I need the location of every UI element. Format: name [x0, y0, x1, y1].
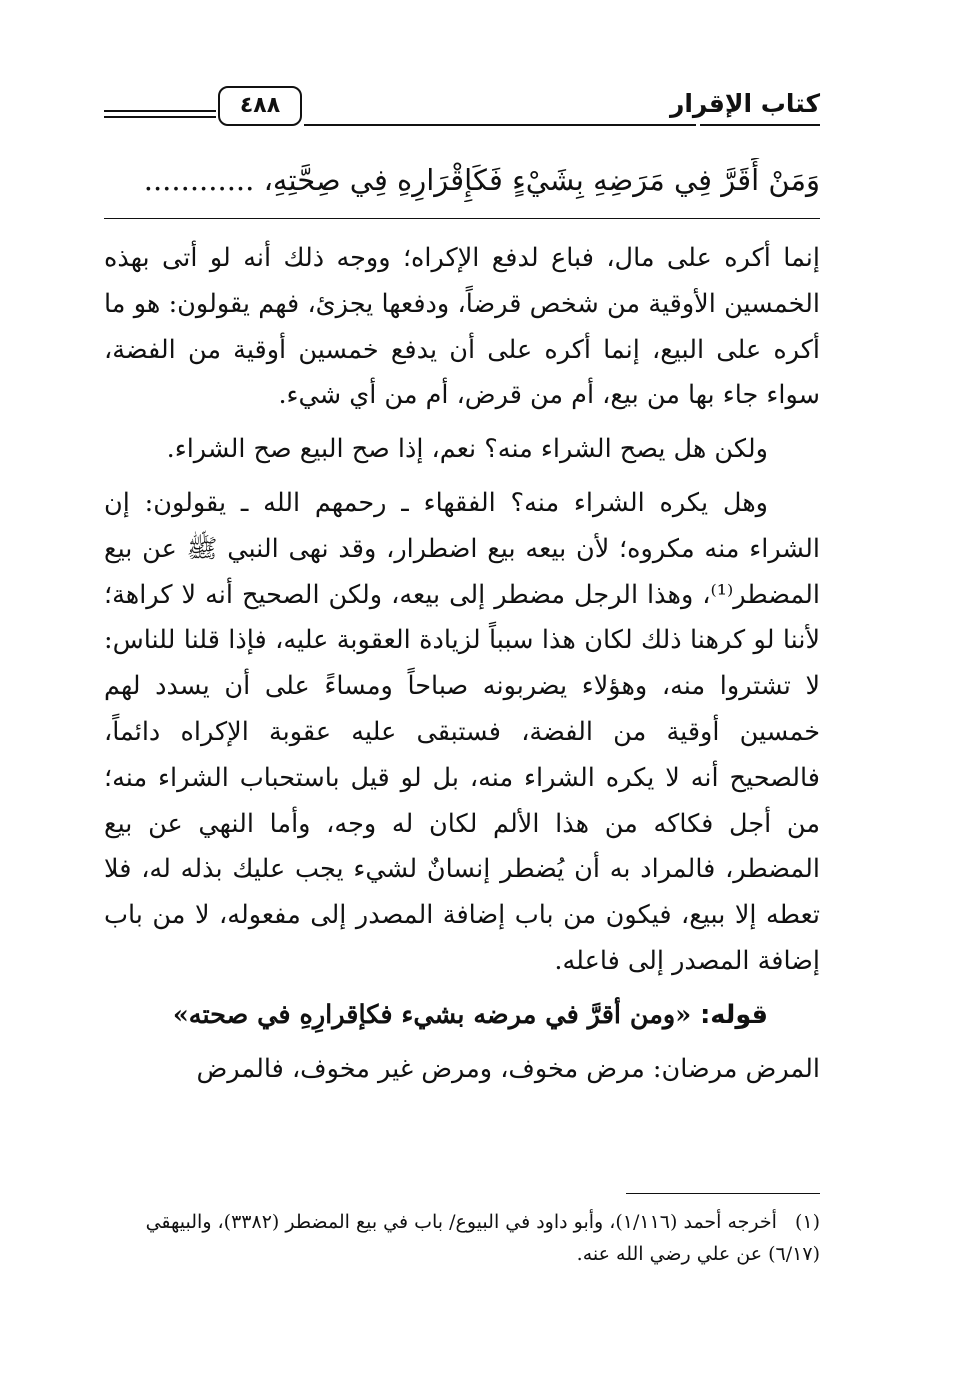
header-rule: [304, 124, 696, 126]
commentary-body: [104, 236, 820, 1100]
paragraph: المرض مرضان: مرض مخوف، ومرض غير مخوف، فالمرض: [196, 1053, 820, 1084]
paragraph: وهل يكره الشراء منه؟ الفقهاء ـ رحمهم الله ـ يقولون: إن الشراء منه مكروه؛ لأن بيعه بيع اضطرار، وقد نهى النبي ﷺ عن بيع المضطر⁽¹⁾، وهذا الرجل مضطر إلى بيعه، ولكن الصحيح أنه لا كراهة؛ لأننا لو كرهنا ذلك لكان هذا سبباً لزيادة العقوبة عليه، فإذا قلنا للناس: لا تشتروا منه، وهؤلاء يضربونه صباحاً ومساءً على أن يسدد لهم خمسين أوقية من الفضة، فستبقى عليه عقوبة الإكراه دائماً، فالصحيح أنه لا يكره الشراء منه، بل لو قيل باستحباب الشراء منه؛ من أجل فكاكه من هذا الألم لكان له وجه، وأما النهي عن بيع المضطر، فالمراد به أن يُضطر إنسانٌ لشيء يجب عليك بذله له، فلا تعطه إلا ببيع، فيكون من باب إضافة المصدر إلى مفعوله، لا من باب إضافة المصدر إلى فاعله.: [104, 487, 820, 976]
footnote-text: أخرجه أحمد (١/١١٦)، وأبو داود في البيوع/ باب في بيع المضطر (٣٣٨٢)، والبيهقي (٦/١٧) عن علي رضي الله عنه.: [145, 1211, 820, 1265]
matn-divider: [104, 218, 820, 219]
page-number: ٤٨٨: [218, 86, 302, 126]
page-header: [104, 86, 820, 132]
header-rule: [700, 124, 820, 126]
book-title: كتاب الإقرار: [669, 89, 820, 118]
qawluhu-heading: [104, 993, 820, 1039]
qawluhu-label: قوله:: [700, 999, 768, 1030]
footnote: [104, 1206, 820, 1270]
header-double-rule: [104, 110, 216, 118]
matn-text: وَمَنْ أَقَرَّ فِي مَرَضِهِ بِشَيْءٍ فَكَإِقْرَارِهِ فِي صِحَّتِهِ، ............: [143, 163, 820, 197]
paragraph: إنما أكره على مال، فباع لدفع الإكراه؛ ووجه ذلك أنه لو أتى بهذه الخمسين الأوقية من شخص قرضاً، ودفعها يجزئ، فهم يقولون: هو ما أكره على البيع، إنما أكره على أن يدفع خمسين أوقية من الفضة، سواء جاء بها من بيع، أم من قرض، أم من أي شيء.: [104, 243, 820, 411]
qawluhu-quote: «ومن أقرَّ في مرضه بشيء فكإقرارِهِ في صحته»: [172, 999, 692, 1030]
footnote-number: (١): [794, 1211, 820, 1233]
footnote-divider: [626, 1193, 820, 1194]
paragraph: ولكن هل يصح الشراء منه؟ نعم، إذا صح البيع صح الشراء.: [166, 434, 768, 465]
